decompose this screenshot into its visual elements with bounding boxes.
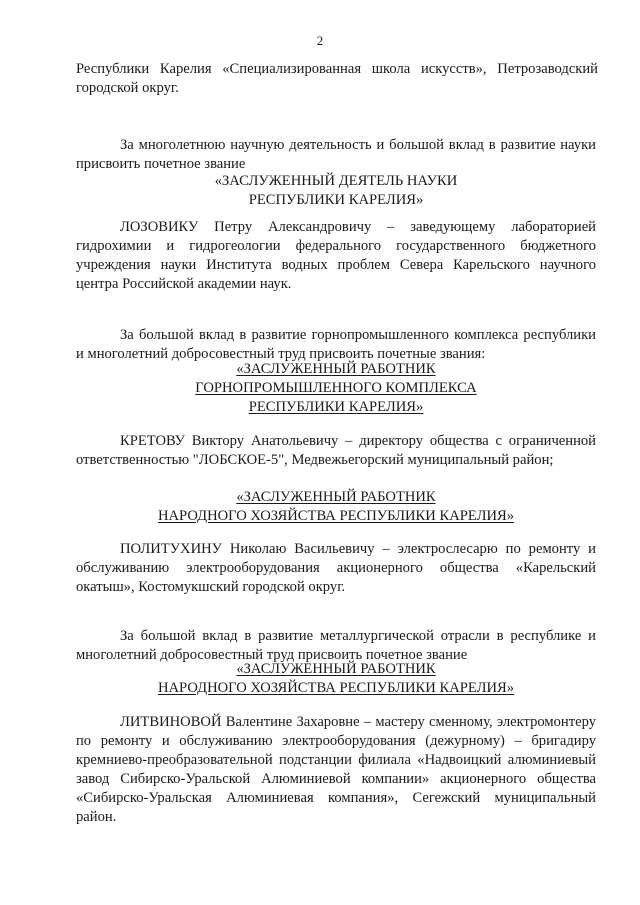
science-title-line-1: «ЗАСЛУЖЕННЫЙ ДЕЯТЕЛЬ НАУКИ [214,173,458,189]
continuation-paragraph: Республики Карелия «Специализированная школа искусств», Петрозаводский городской округ. [76,61,598,96]
science-title-line-2: РЕСПУБЛИКИ КАРЕЛИЯ» [248,192,424,208]
economy-title-1-line-2: НАРОДНОГО ХОЗЯЙСТВА РЕСПУБЛИКИ КАРЕЛИЯ» [157,508,515,524]
metallurgy-title [76,660,596,698]
science-title [76,172,596,210]
mining-title-line-2: ГОРНОПРОМЫШЛЕННОГО КОМПЛЕКСА [195,380,477,396]
metallurgy-title-line-1: «ЗАСЛУЖЕННЫЙ РАБОТНИК [236,661,436,677]
mining-intro-paragraph: За большой вклад в развитие горнопромышленного комплекса республики и многолетний добросовестный труд присвоить почетные звания: [76,327,596,362]
metallurgy-recipient-paragraph: ЛИТВИНОВОЙ Валентине Захаровне – мастеру сменному, электромонтеру по ремонту и обслуживанию электрооборудования (дежурному) – бригадиру кремниево-преобразовательной подстанции филиала «Надвоицкий алюминиевый завод Сибирско-Уральской Алюминиевой компании» акционерного общества «Сибирско-Уральская Алюминиевая компания», Сегежский муниципальный район. [76,714,596,825]
page-number: 2 [316,33,324,48]
metallurgy-intro-paragraph: За большой вклад в развитие металлургической отрасли в республике и многолетний добросовестный труд присвоить почетное звание [76,628,596,663]
mining-title-line-1: «ЗАСЛУЖЕННЫЙ РАБОТНИК [236,361,436,377]
mining-title [76,360,596,417]
mining-recipient-paragraph: КРЕТОВУ Виктору Анатольевичу – директору общества с ограниченной ответственностью "ЛОБСКОЕ-5", Медвежьегорский муниципальный район; [76,433,596,468]
science-recipient-paragraph: ЛОЗОВИКУ Петру Александровичу – заведующему лабораторией гидрохимии и гидрогеологии федерального государственного бюджетного учреждения науки Института водных проблем Севера Карельского научного центра Российской академии наук. [76,219,596,292]
economy-title-1-line-1: «ЗАСЛУЖЕННЫЙ РАБОТНИК [236,489,436,505]
science-intro-paragraph: За многолетнюю научную деятельность и большой вклад в развитие науки присвоить почетное звание [76,137,596,172]
economy-title-1 [76,488,596,526]
economy-recipient-paragraph: ПОЛИТУХИНУ Николаю Васильевичу – электрослесарю по ремонту и обслуживанию электрооборудования акционерного общества «Карельский окатыш», Костомукшский городской округ. [76,541,596,595]
metallurgy-title-line-2: НАРОДНОГО ХОЗЯЙСТВА РЕСПУБЛИКИ КАРЕЛИЯ» [157,680,515,696]
mining-title-line-3: РЕСПУБЛИКИ КАРЕЛИЯ» [248,399,424,415]
